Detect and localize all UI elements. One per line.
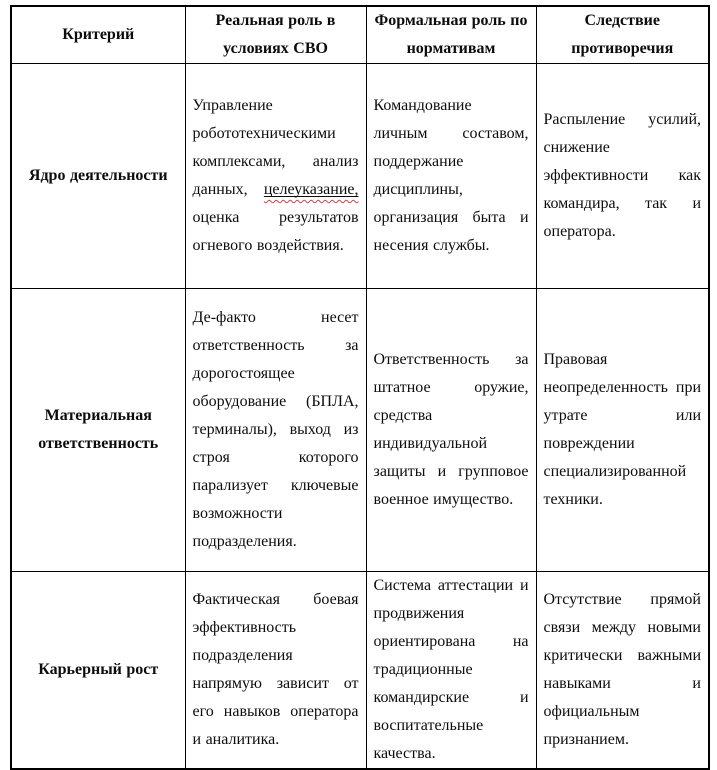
spellcheck-squiggle-word: целеуказание, (263, 181, 359, 198)
formal-role-career-growth: Система аттестации и продвижения ориентирована на традиционные командирские и воспитательные качества. (366, 572, 536, 770)
table-row (11, 572, 709, 770)
real-role-text-post: оценка результатов огневого воздействия. (192, 209, 359, 254)
header-criterion: Критерий (11, 6, 185, 64)
formal-role-material-responsibility: Ответственность за штатное оружие, средства индивидуальной защиты и групповое военное имущество. (366, 289, 536, 572)
table-row (11, 289, 709, 572)
header-consequence: Следствие противоречия (536, 6, 709, 64)
role-contradiction-table (10, 5, 710, 770)
real-role-material-responsibility: Де-факто несет ответственность за дорогостоящее оборудование (БПЛА, терминалы), выход из строя которого парализует ключевые возможности подразделения. (185, 289, 366, 572)
real-role-career-growth: Фактическая боевая эффективность подразделения напрямую зависит от его навыков оператора и аналитика. (185, 572, 366, 770)
header-real-role: Реальная роль в условиях СВО (185, 6, 366, 64)
consequence-material-responsibility: Правовая неопределенность при утрате или повреждении специализированной техники. (536, 289, 709, 572)
formal-role-core-activity: Командование личным составом, поддержание дисциплины, организация быта и несения службы. (366, 64, 536, 289)
criterion-core-activity: Ядро деятельности (11, 64, 185, 289)
table-row (11, 64, 709, 289)
consequence-career-growth: Отсутствие прямой связи между новыми критически важными навыками и официальным признанием. (536, 572, 709, 770)
real-role-text-pre: Управление робототехническими комплексами, анализ данных, (192, 97, 359, 198)
real-role-core-activity (185, 64, 366, 289)
underlined-misspelled-word (264, 181, 359, 198)
header-row (11, 6, 709, 64)
criterion-career-growth: Карьерный рост (11, 572, 185, 770)
header-formal-role: Формальная роль по нормативам (366, 6, 536, 64)
criterion-material-responsibility: Материальная ответственность (11, 289, 185, 572)
consequence-core-activity: Распыление усилий, снижение эффективности как командира, так и оператора. (536, 64, 709, 289)
